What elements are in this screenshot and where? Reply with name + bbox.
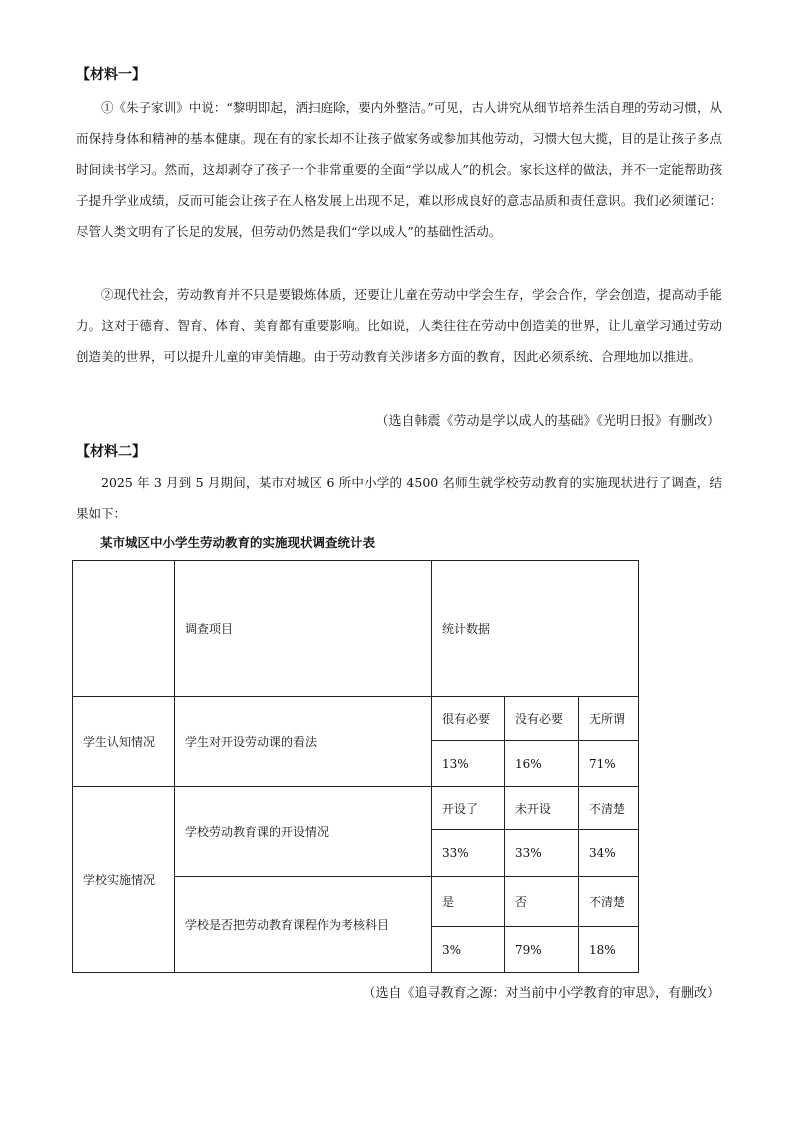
table-option-cell: 开设了 xyxy=(432,787,505,830)
table-value-cell: 18% xyxy=(579,927,639,973)
table-value-cell: 13% xyxy=(432,741,505,787)
table-value-cell: 33% xyxy=(505,830,579,877)
table-value-cell: 16% xyxy=(505,741,579,787)
table-option-cell: 不清楚 xyxy=(579,877,639,927)
table-value-cell: 34% xyxy=(579,830,639,877)
material-one-heading: 【材料一】 xyxy=(76,67,146,83)
table-title: 某市城区中小学生劳动教育的实施现状调查统计表 xyxy=(100,535,376,550)
table-option-cell: 是 xyxy=(432,877,505,927)
table-value-cell: 71% xyxy=(579,741,639,787)
table-option-cell: 很有必要 xyxy=(432,697,505,741)
table-header-empty-cell xyxy=(73,561,175,697)
table-category-cell: 学校实施情况 xyxy=(73,787,175,973)
table-header-row xyxy=(73,561,639,697)
material-one-paragraph-2: ②现代社会，劳动教育并不只是要锻炼体质，还要让儿童在劳动中学会生存，学会合作，学会创造，提高动手能力。这对于德育、智育、体育、美育都有重要影响。比如说，人类往往在劳动中创造美的世界，让儿童学习通过劳动创造美的世界，可以提升儿童的审美情趣。由于劳动教育关涉诸多方面的教育，因此必须系统、合理地加以推进。 xyxy=(76,287,722,364)
table-value-cell: 79% xyxy=(505,927,579,973)
material-two-heading: 【材料二】 xyxy=(76,444,146,460)
table-header-item: 调查项目 xyxy=(175,561,432,697)
survey-table xyxy=(72,560,639,973)
table-item-cell: 学生对开设劳动课的看法 xyxy=(175,697,432,787)
table-option-cell: 未开设 xyxy=(505,787,579,830)
table-option-cell: 不清楚 xyxy=(579,787,639,830)
material-one-source: （选自韩震《劳动是学以成人的基础》《光明日报》有删改） xyxy=(375,414,720,429)
table-item-cell: 学校劳动教育课的开设情况 xyxy=(175,787,432,877)
table-category-cell: 学生认知情况 xyxy=(73,697,175,787)
material-two-source: （选自《追寻教育之源：对当前中小学教育的审思》，有删改） xyxy=(362,986,720,1001)
material-two-intro: 2025 年 3 月到 5 月期间，某市对城区 6 所中小学的 4500 名师生就学校劳动教育的实施现状进行了调查，结果如下： xyxy=(76,475,722,521)
table-header-data: 统计数据 xyxy=(432,561,639,697)
table-value-cell: 3% xyxy=(432,927,505,973)
table-row xyxy=(73,697,639,741)
table-value-cell: 33% xyxy=(432,830,505,877)
table-option-cell: 无所谓 xyxy=(579,697,639,741)
table-item-cell: 学校是否把劳动教育课程作为考核科目 xyxy=(175,877,432,973)
material-one-paragraph-1: ①《朱子家训》中说：“黎明即起，洒扫庭除，要内外整洁。”可见，古人讲究从细节培养生活自理的劳动习惯，从而保持身体和精神的基本健康。现在有的家长却不让孩子做家务或参加其他劳动，习惯大包大揽，目的是让孩子多点时间读书学习。然而，这却剥夺了孩子一个非常重要的全面“学以成人”的机会。家长这样的做法，并不一定能帮助孩子提升学业成绩，反而可能会让孩子在人格发展上出现不足，难以形成良好的意志品质和责任意识。我们必须谨记：尽管人类文明有了长足的发展，但劳动仍然是我们“学以成人”的基础性活动。 xyxy=(76,100,722,239)
table-option-cell: 否 xyxy=(505,877,579,927)
table-row xyxy=(73,787,639,830)
table-option-cell: 没有必要 xyxy=(505,697,579,741)
